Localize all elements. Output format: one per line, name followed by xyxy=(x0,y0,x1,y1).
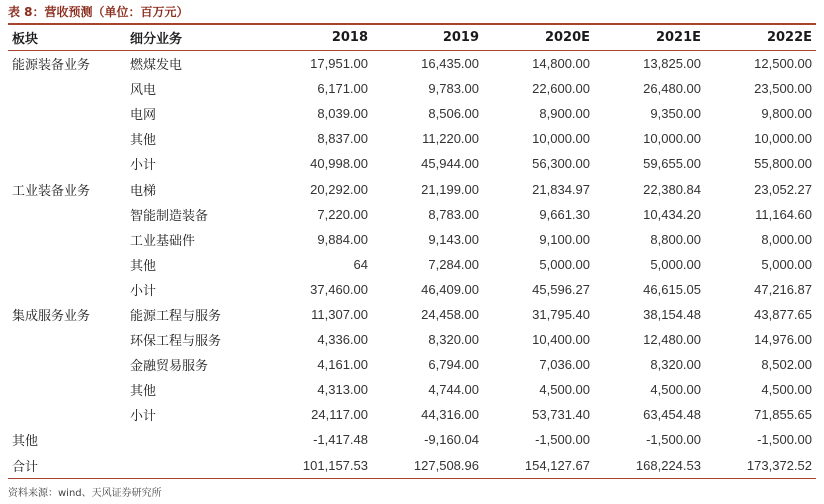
value-cell: 5,000.00 xyxy=(761,256,812,272)
value-cell: 14,976.00 xyxy=(754,332,812,348)
value-cell: 127,508.96 xyxy=(413,457,479,473)
value-cell: 7,036.00 xyxy=(539,357,590,373)
value-cell: 5,000.00 xyxy=(539,256,590,272)
segment-cell: 能源装备业务 xyxy=(12,58,91,74)
value-cell: 10,434.20 xyxy=(643,206,701,222)
value-cell: 46,615.05 xyxy=(643,281,701,297)
table-row xyxy=(8,302,816,327)
table-row xyxy=(8,50,816,76)
segment-cell xyxy=(8,252,126,277)
segment-cell xyxy=(8,277,126,302)
value-cell: 11,220.00 xyxy=(422,131,479,147)
table-row xyxy=(8,453,816,478)
item-cell: 其他 xyxy=(130,384,157,400)
value-cell: 22,600.00 xyxy=(532,81,590,97)
item-cell xyxy=(126,427,261,452)
value-cell: 4,500.00 xyxy=(761,382,812,398)
value-cell: 23,500.00 xyxy=(754,81,812,97)
table-row xyxy=(8,327,816,352)
header-row xyxy=(8,25,816,50)
value-cell: 38,154.48 xyxy=(643,306,701,322)
value-cell: 4,313.00 xyxy=(317,382,368,398)
value-cell: 10,000.00 xyxy=(643,131,701,147)
item-cell: 智能制造装备 xyxy=(130,208,209,224)
value-cell: 9,100.00 xyxy=(539,231,590,247)
item-cell: 电梯 xyxy=(130,183,157,199)
table-row xyxy=(8,252,816,277)
header-2022e: 2022E xyxy=(766,30,812,45)
value-cell: 21,834.97 xyxy=(532,181,590,197)
value-cell: 173,372.52 xyxy=(746,457,812,473)
value-cell: 12,480.00 xyxy=(643,332,701,348)
value-cell: 53,731.40 xyxy=(532,407,590,423)
item-cell: 小计 xyxy=(130,409,157,425)
header-2019: 2019 xyxy=(442,30,479,45)
value-cell: -1,500.00 xyxy=(757,432,812,448)
segment-cell: 其他 xyxy=(12,434,39,450)
segment-cell: 工业装备业务 xyxy=(12,183,91,199)
value-cell: 22,380.84 xyxy=(643,181,701,197)
value-cell: 40,998.00 xyxy=(310,156,368,172)
header-2021e: 2021E xyxy=(655,30,701,45)
value-cell: 24,458.00 xyxy=(421,306,479,322)
value-cell: -1,500.00 xyxy=(535,432,590,448)
value-cell: 24,117.00 xyxy=(311,407,368,423)
value-cell: 31,795.40 xyxy=(532,306,590,322)
item-cell: 环保工程与服务 xyxy=(130,334,222,350)
item-cell: 其他 xyxy=(130,133,157,149)
value-cell: 71,855.65 xyxy=(754,407,812,423)
value-cell: -1,417.48 xyxy=(313,432,368,448)
item-cell xyxy=(126,453,261,478)
value-cell: 11,307.00 xyxy=(311,306,368,322)
header-segment: 板块 xyxy=(12,32,39,47)
value-cell: 45,596.27 xyxy=(532,281,590,297)
value-cell: 59,655.00 xyxy=(643,156,701,172)
table-row xyxy=(8,427,816,452)
segment-cell xyxy=(8,101,126,126)
value-cell: 5,000.00 xyxy=(650,256,701,272)
table-row xyxy=(8,126,816,151)
table-title: 表 8：营收预测（单位：百万元） xyxy=(8,5,189,19)
item-cell: 工业基础件 xyxy=(130,233,196,249)
table-row xyxy=(8,101,816,126)
value-cell: -9,160.04 xyxy=(424,432,479,448)
table-row xyxy=(8,352,816,377)
value-cell: 168,224.53 xyxy=(635,457,701,473)
value-cell: 23,052.27 xyxy=(754,181,812,197)
revenue-forecast-table xyxy=(8,25,816,478)
value-cell: 12,500.00 xyxy=(754,56,812,72)
value-cell: 8,783.00 xyxy=(428,206,479,222)
value-cell: 8,000.00 xyxy=(761,231,812,247)
table-row xyxy=(8,202,816,227)
value-cell: 9,350.00 xyxy=(650,106,701,122)
value-cell: 8,900.00 xyxy=(539,106,590,122)
item-cell: 电网 xyxy=(130,108,157,124)
value-cell: 20,292.00 xyxy=(310,181,368,197)
value-cell: 10,000.00 xyxy=(532,131,590,147)
table-row xyxy=(8,377,816,402)
item-cell: 其他 xyxy=(130,258,157,274)
value-cell: 101,157.53 xyxy=(302,457,368,473)
item-cell: 小计 xyxy=(130,283,157,299)
value-cell: 55,800.00 xyxy=(754,156,812,172)
segment-cell xyxy=(8,377,126,402)
table-row xyxy=(8,402,816,427)
value-cell: 9,800.00 xyxy=(761,106,812,122)
value-cell: 45,944.00 xyxy=(421,156,479,172)
value-cell: 63,454.48 xyxy=(643,407,701,423)
value-cell: 43,877.65 xyxy=(754,306,812,322)
value-cell: 13,825.00 xyxy=(643,56,701,72)
value-cell: 7,220.00 xyxy=(317,206,368,222)
segment-cell xyxy=(8,76,126,101)
value-cell: 154,127.67 xyxy=(524,457,590,473)
value-cell: 6,794.00 xyxy=(428,357,479,373)
value-cell: 4,744.00 xyxy=(428,382,479,398)
value-cell: 4,500.00 xyxy=(539,382,590,398)
item-cell: 风电 xyxy=(130,83,157,99)
value-cell: 4,336.00 xyxy=(317,332,368,348)
value-cell: 26,480.00 xyxy=(643,81,701,97)
segment-cell xyxy=(8,352,126,377)
value-cell: 17,951.00 xyxy=(310,56,368,72)
table-row xyxy=(8,76,816,101)
segment-cell xyxy=(8,202,126,227)
value-cell: 9,884.00 xyxy=(317,231,368,247)
value-cell: 8,320.00 xyxy=(428,332,479,348)
table-row xyxy=(8,227,816,252)
value-cell: -1,500.00 xyxy=(646,432,701,448)
segment-cell xyxy=(8,402,126,427)
value-cell: 21,199.00 xyxy=(421,181,479,197)
segment-cell xyxy=(8,327,126,352)
value-cell: 9,661.30 xyxy=(539,206,590,222)
header-2018: 2018 xyxy=(331,30,368,45)
value-cell: 10,000.00 xyxy=(754,131,812,147)
table-body xyxy=(8,50,816,478)
value-cell: 8,800.00 xyxy=(650,231,701,247)
value-cell: 8,506.00 xyxy=(428,106,479,122)
item-cell: 金融贸易服务 xyxy=(130,359,209,375)
value-cell: 14,800.00 xyxy=(532,56,590,72)
value-cell: 8,320.00 xyxy=(650,357,701,373)
value-cell: 16,435.00 xyxy=(421,56,479,72)
item-cell: 燃煤发电 xyxy=(130,58,183,74)
value-cell: 8,039.00 xyxy=(317,106,368,122)
value-cell: 9,783.00 xyxy=(428,81,479,97)
value-cell: 56,300.00 xyxy=(532,156,590,172)
source-note: 资料来源：wind、天风证券研究所 xyxy=(8,488,162,499)
value-cell: 64 xyxy=(353,256,368,272)
segment-cell: 合计 xyxy=(12,459,39,475)
table-row xyxy=(8,277,816,302)
value-cell: 44,316.00 xyxy=(421,407,479,423)
value-cell: 8,837.00 xyxy=(317,131,368,147)
value-cell: 6,171.00 xyxy=(317,81,368,97)
bottom-rule xyxy=(8,478,816,479)
value-cell: 4,500.00 xyxy=(650,382,701,398)
header-item: 细分业务 xyxy=(130,32,183,47)
value-cell: 9,143.00 xyxy=(428,231,479,247)
table-row xyxy=(8,176,816,201)
segment-cell xyxy=(8,126,126,151)
value-cell: 47,216.87 xyxy=(754,281,812,297)
value-cell: 4,161.00 xyxy=(317,357,368,373)
value-cell: 7,284.00 xyxy=(428,256,479,272)
value-cell: 37,460.00 xyxy=(310,281,368,297)
value-cell: 10,400.00 xyxy=(532,332,590,348)
segment-cell xyxy=(8,227,126,252)
value-cell: 46,409.00 xyxy=(421,281,479,297)
segment-cell xyxy=(8,151,126,176)
item-cell: 小计 xyxy=(130,158,157,174)
header-2020e: 2020E xyxy=(544,30,590,45)
segment-cell: 集成服务业务 xyxy=(12,308,91,324)
item-cell: 能源工程与服务 xyxy=(130,308,222,324)
table-row xyxy=(8,151,816,176)
value-cell: 8,502.00 xyxy=(761,357,812,373)
value-cell: 11,164.60 xyxy=(755,206,812,222)
